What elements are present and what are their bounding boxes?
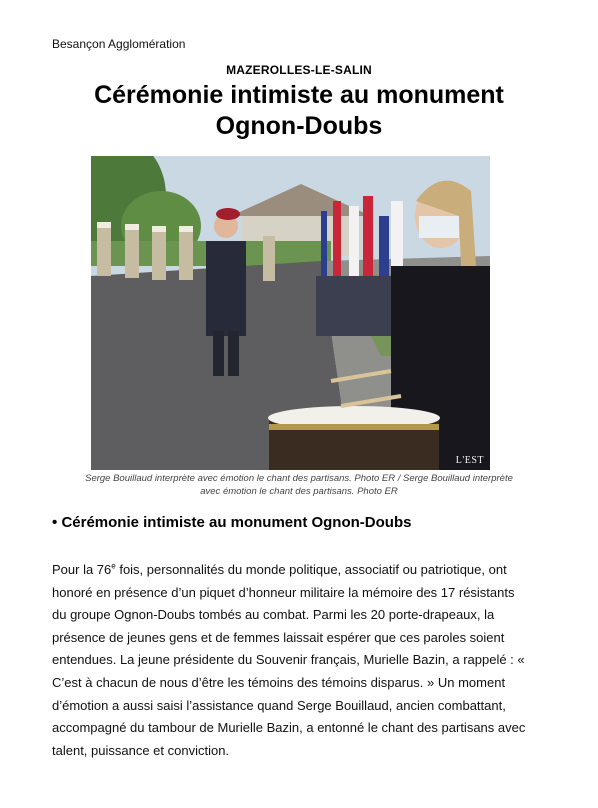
subheading-text: Cérémonie intimiste au monument Ognon-Doubs — [61, 514, 412, 531]
body-rest: fois, personnalités du monde politique, associatif ou patriotique, ont honoré en présence d’un piquet d’honneur militaire la mémoire des 17 résistants du groupe Ognon-Doubs tombés au combat. Parmi les 20 porte-drapeaux, la présence de jeunes gens et de femmes laissait espérer que ces paroles soient entendues. La jeune présidente du Souvenir français, Murielle Bazin, a rappelé : « C’est à chacun de nous d’être les témoins des témoins disparus. » Un moment d’émotion a aussi saisi l’assistance quand Serge Bouillaud, ancien combattant, accompagné du tambour de Murielle Bazin, a entonné le chant des partisans avec talent, puissance et conviction. — [52, 562, 526, 758]
article-photo — [91, 156, 490, 470]
article-kicker: MAZEROLLES-LE-SALIN — [226, 63, 372, 77]
section-label: Besançon Agglomération — [52, 37, 186, 51]
bullet-marker: • — [52, 514, 58, 531]
article-headline — [40, 80, 558, 142]
article-subheading — [52, 514, 411, 531]
photo-watermark: L'EST — [455, 455, 484, 466]
ceremony-photo-illustration — [91, 156, 490, 470]
photo-caption — [60, 472, 538, 498]
ordinal-suffix: e — [111, 561, 116, 571]
caption-line-2: avec émotion le chant des partisans. Photo ER — [200, 486, 398, 497]
headline-line-1: Cérémonie intimiste au monument — [94, 81, 504, 109]
caption-line-1: Serge Bouillaud interprète avec émotion le chant des partisans. Photo ER / Serge Bouillaud interprète — [85, 473, 513, 484]
article-body — [52, 559, 528, 762]
headline-line-2: Ognon-Doubs — [215, 112, 383, 140]
body-start: Pour la 76 — [52, 562, 112, 577]
